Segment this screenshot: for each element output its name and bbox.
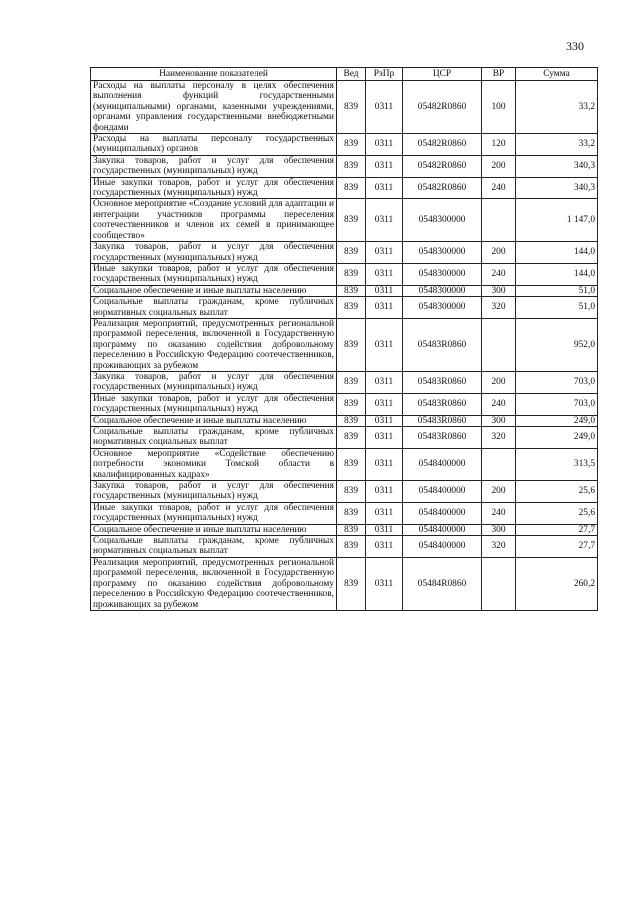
cell-sum: 340,3 (516, 177, 598, 199)
cell-rzpr: 0311 (366, 155, 403, 177)
table-row (91, 318, 598, 371)
cell-vr (482, 199, 516, 242)
cell-vr: 300 (482, 415, 516, 426)
cell-csr: 0548300000 (403, 285, 482, 296)
cell-ved: 839 (337, 134, 366, 156)
cell-rzpr: 0311 (366, 393, 403, 415)
cell-sum: 703,0 (516, 393, 598, 415)
cell-name: Социальные выплаты гражданам, кроме публичных нормативных социальных выплат (91, 536, 337, 558)
cell-sum: 952,0 (516, 318, 598, 371)
cell-rzpr: 0311 (366, 318, 403, 371)
cell-vr (482, 557, 516, 610)
cell-sum: 1 147,0 (516, 199, 598, 242)
table-row (91, 502, 598, 524)
cell-name: Расходы на выплаты персоналу государственных (муниципальных) органов (91, 134, 337, 156)
cell-ved: 839 (337, 481, 366, 503)
cell-rzpr: 0311 (366, 536, 403, 558)
header-rzpr: РзПр (366, 68, 403, 81)
cell-csr: 0548400000 (403, 481, 482, 503)
cell-ved: 839 (337, 155, 366, 177)
cell-vr: 200 (482, 371, 516, 393)
header-vr: ВР (482, 68, 516, 81)
cell-ved: 839 (337, 297, 366, 319)
header-name: Наименование показателей (91, 68, 337, 81)
cell-name: Иные закупки товаров, работ и услуг для обеспечения государственных (муниципальных) нужд (91, 177, 337, 199)
cell-sum: 703,0 (516, 371, 598, 393)
cell-sum: 25,6 (516, 481, 598, 503)
table-row (91, 177, 598, 199)
table-row (91, 297, 598, 319)
cell-csr: 0548400000 (403, 448, 482, 480)
cell-csr: 0548300000 (403, 263, 482, 285)
table-row (91, 371, 598, 393)
cell-rzpr: 0311 (366, 199, 403, 242)
cell-ved: 839 (337, 524, 366, 535)
cell-vr: 320 (482, 536, 516, 558)
cell-name: Иные закупки товаров, работ и услуг для обеспечения государственных (муниципальных) нужд (91, 263, 337, 285)
table-row (91, 263, 598, 285)
header-ved: Вед (337, 68, 366, 81)
table-row (91, 285, 598, 296)
cell-ved: 839 (337, 81, 366, 134)
cell-rzpr: 0311 (366, 371, 403, 393)
cell-vr: 320 (482, 427, 516, 449)
cell-sum: 313,5 (516, 448, 598, 480)
cell-sum: 27,7 (516, 524, 598, 535)
cell-vr: 200 (482, 481, 516, 503)
table-row (91, 242, 598, 264)
table-row (91, 199, 598, 242)
cell-name: Реализация мероприятий, предусмотренных региональной программой переселения, включенной в Государственную программу по оказанию содействия добровольному переселению в Российскую Федерацию соотечественников, проживающих за рубежом (91, 557, 337, 610)
cell-sum: 249,0 (516, 415, 598, 426)
cell-csr: 05482R0860 (403, 177, 482, 199)
cell-csr: 05483R0860 (403, 393, 482, 415)
cell-sum: 249,0 (516, 427, 598, 449)
table-row (91, 134, 598, 156)
cell-rzpr: 0311 (366, 502, 403, 524)
cell-name: Реализация мероприятий, предусмотренных региональной программой переселения, включенной в Государственную программу по оказанию содействия добровольному переселению в Российскую Федерацию соотечественников, проживающих за рубежом (91, 318, 337, 371)
cell-csr: 05482R0860 (403, 81, 482, 134)
table-row (91, 481, 598, 503)
cell-rzpr: 0311 (366, 481, 403, 503)
cell-ved: 839 (337, 318, 366, 371)
cell-sum: 260,2 (516, 557, 598, 610)
cell-ved: 839 (337, 427, 366, 449)
header-sum: Сумма (516, 68, 598, 81)
cell-name: Иные закупки товаров, работ и услуг для обеспечения государственных (муниципальных) нужд (91, 502, 337, 524)
cell-sum: 340,3 (516, 155, 598, 177)
table-row (91, 557, 598, 610)
cell-csr: 0548400000 (403, 536, 482, 558)
table-row (91, 155, 598, 177)
cell-csr: 0548300000 (403, 199, 482, 242)
cell-rzpr: 0311 (366, 242, 403, 264)
cell-rzpr: 0311 (366, 285, 403, 296)
cell-name: Социальные выплаты гражданам, кроме публичных нормативных социальных выплат (91, 297, 337, 319)
table-row (91, 81, 598, 134)
cell-rzpr: 0311 (366, 448, 403, 480)
cell-csr: 05483R0860 (403, 318, 482, 371)
cell-sum: 144,0 (516, 263, 598, 285)
cell-vr: 120 (482, 134, 516, 156)
cell-rzpr: 0311 (366, 263, 403, 285)
cell-vr: 200 (482, 242, 516, 264)
cell-rzpr: 0311 (366, 415, 403, 426)
table-row (91, 427, 598, 449)
cell-sum: 25,6 (516, 502, 598, 524)
cell-vr: 300 (482, 285, 516, 296)
cell-vr: 240 (482, 177, 516, 199)
cell-sum: 27,7 (516, 536, 598, 558)
cell-rzpr: 0311 (366, 557, 403, 610)
table-row (91, 524, 598, 535)
cell-vr (482, 448, 516, 480)
cell-ved: 839 (337, 242, 366, 264)
cell-ved: 839 (337, 393, 366, 415)
cell-csr: 05482R0860 (403, 155, 482, 177)
cell-ved: 839 (337, 557, 366, 610)
header-csr: ЦСР (403, 68, 482, 81)
table-row (91, 415, 598, 426)
cell-rzpr: 0311 (366, 524, 403, 535)
cell-rzpr: 0311 (366, 134, 403, 156)
cell-ved: 839 (337, 502, 366, 524)
cell-vr: 240 (482, 502, 516, 524)
cell-name: Закупка товаров, работ и услуг для обеспечения государственных (муниципальных) нужд (91, 371, 337, 393)
cell-ved: 839 (337, 371, 366, 393)
cell-rzpr: 0311 (366, 177, 403, 199)
cell-name: Социальное обеспечение и иные выплаты населению (91, 415, 337, 426)
table-row (91, 536, 598, 558)
cell-ved: 839 (337, 536, 366, 558)
cell-csr: 0548300000 (403, 242, 482, 264)
cell-name: Социальное обеспечение и иные выплаты населению (91, 285, 337, 296)
cell-ved: 839 (337, 415, 366, 426)
cell-csr: 05484R0860 (403, 557, 482, 610)
cell-rzpr: 0311 (366, 81, 403, 134)
cell-name: Расходы на выплаты персоналу в целях обеспечения выполнения функций государственными (муниципальными) органами, казенными учреждениями, органами управления государственными внебюджетными фондами (91, 81, 337, 134)
budget-table (90, 67, 598, 611)
cell-name: Социальные выплаты гражданам, кроме публичных нормативных социальных выплат (91, 427, 337, 449)
cell-ved: 839 (337, 177, 366, 199)
cell-vr: 100 (482, 81, 516, 134)
cell-rzpr: 0311 (366, 297, 403, 319)
cell-name: Закупка товаров, работ и услуг для обеспечения государственных (муниципальных) нужд (91, 155, 337, 177)
table-header-row (91, 68, 598, 81)
cell-name: Социальное обеспечение и иные выплаты населению (91, 524, 337, 535)
cell-csr: 0548400000 (403, 524, 482, 535)
page-number: 330 (566, 39, 584, 53)
cell-csr: 05482R0860 (403, 134, 482, 156)
cell-csr: 05483R0860 (403, 371, 482, 393)
cell-rzpr: 0311 (366, 427, 403, 449)
cell-ved: 839 (337, 263, 366, 285)
cell-sum: 51,0 (516, 297, 598, 319)
cell-csr: 05483R0860 (403, 427, 482, 449)
cell-vr (482, 318, 516, 371)
table-row (91, 393, 598, 415)
cell-csr: 05483R0860 (403, 415, 482, 426)
cell-ved: 839 (337, 285, 366, 296)
cell-name: Закупка товаров, работ и услуг для обеспечения государственных (муниципальных) нужд (91, 242, 337, 264)
cell-sum: 33,2 (516, 134, 598, 156)
cell-csr: 0548400000 (403, 502, 482, 524)
cell-sum: 33,2 (516, 81, 598, 134)
cell-ved: 839 (337, 199, 366, 242)
cell-vr: 240 (482, 393, 516, 415)
cell-vr: 300 (482, 524, 516, 535)
cell-sum: 144,0 (516, 242, 598, 264)
table-row (91, 448, 598, 480)
cell-ved: 839 (337, 448, 366, 480)
cell-vr: 240 (482, 263, 516, 285)
cell-name: Закупка товаров, работ и услуг для обеспечения государственных (муниципальных) нужд (91, 481, 337, 503)
cell-vr: 200 (482, 155, 516, 177)
cell-vr: 320 (482, 297, 516, 319)
cell-sum: 51,0 (516, 285, 598, 296)
cell-name: Основное мероприятие «Создание условий для адаптации и интеграции участников программы переселения соотечественников и членов их семей в принимающее сообщество» (91, 199, 337, 242)
cell-csr: 0548300000 (403, 297, 482, 319)
cell-name: Иные закупки товаров, работ и услуг для обеспечения государственных (муниципальных) нужд (91, 393, 337, 415)
cell-name: Основное мероприятие «Содействие обеспечению потребности экономики Томской области в квалифицированных кадрах» (91, 448, 337, 480)
